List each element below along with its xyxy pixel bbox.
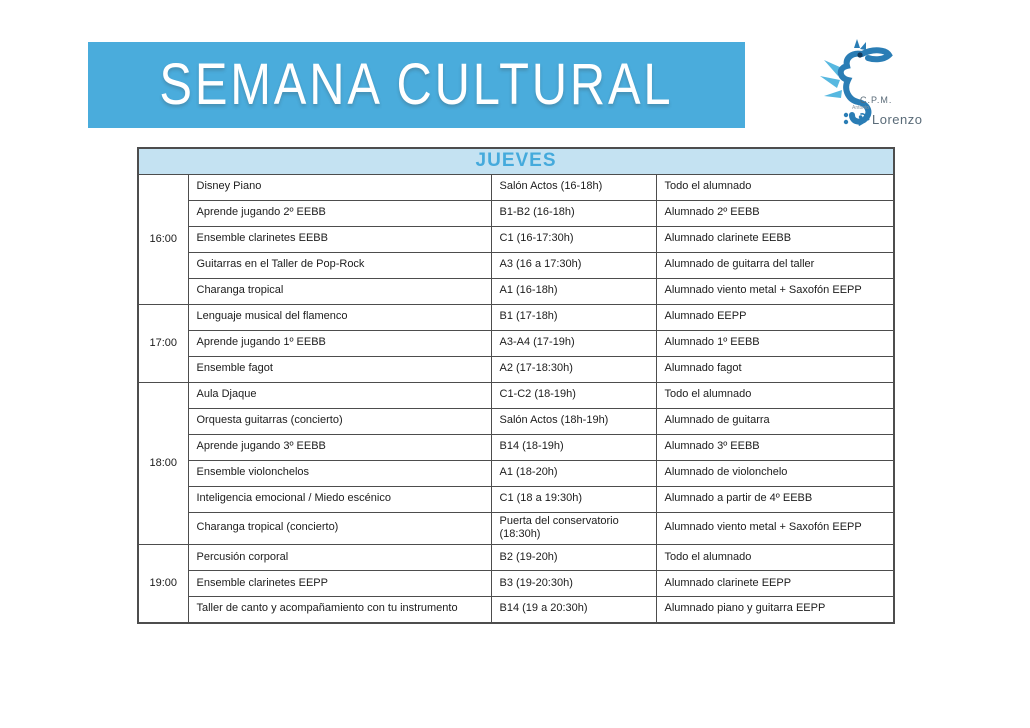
activity-cell: Lenguaje musical del flamenco xyxy=(188,304,491,330)
table-row xyxy=(138,408,894,434)
activity-cell: Ensemble fagot xyxy=(188,356,491,382)
audience-cell: Alumnado de guitarra del taller xyxy=(656,252,894,278)
table-row xyxy=(138,174,894,200)
audience-cell: Todo el alumnado xyxy=(656,545,894,571)
table-row xyxy=(138,200,894,226)
audience-cell: Alumnado 1º EEBB xyxy=(656,330,894,356)
location-cell: B3 (19-20:30h) xyxy=(491,571,656,597)
time-cell: 19:00 xyxy=(138,545,188,623)
activity-cell: Disney Piano xyxy=(188,174,491,200)
audience-cell: Alumnado 3º EEBB xyxy=(656,434,894,460)
audience-cell: Alumnado viento metal + Saxofón EEPP xyxy=(656,278,894,304)
activity-cell: Orquesta guitarras (concierto) xyxy=(188,408,491,434)
table-row xyxy=(138,330,894,356)
location-cell: Salón Actos (16-18h) xyxy=(491,174,656,200)
activity-cell: Aula Djaque xyxy=(188,382,491,408)
audience-cell: Alumnado de guitarra xyxy=(656,408,894,434)
day-header: JUEVES xyxy=(138,148,894,174)
location-cell: Salón Actos (18h-19h) xyxy=(491,408,656,434)
table-row xyxy=(138,571,894,597)
page-title: SEMANA CULTURAL xyxy=(159,52,674,118)
location-cell: B2 (19-20h) xyxy=(491,545,656,571)
schedule-table xyxy=(137,147,895,624)
school-logo xyxy=(816,38,926,132)
activity-cell: Aprende jugando 1º EEBB xyxy=(188,330,491,356)
table-row xyxy=(138,252,894,278)
table-row xyxy=(138,382,894,408)
location-cell: A3-A4 (17-19h) xyxy=(491,330,656,356)
logo-antonio-label: Antonio xyxy=(852,105,869,111)
day-header-row xyxy=(138,148,894,174)
audience-cell: Alumnado fagot xyxy=(656,356,894,382)
location-cell: A1 (18-20h) xyxy=(491,460,656,486)
table-row xyxy=(138,356,894,382)
table-row xyxy=(138,226,894,252)
time-cell: 17:00 xyxy=(138,304,188,382)
schedule-body xyxy=(138,174,894,623)
audience-cell: Alumnado de violonchelo xyxy=(656,460,894,486)
location-cell: C1 (16-17:30h) xyxy=(491,226,656,252)
location-cell: B14 (18-19h) xyxy=(491,434,656,460)
table-row xyxy=(138,278,894,304)
location-cell: C1 (18 a 19:30h) xyxy=(491,486,656,512)
activity-cell: Ensemble clarinetes EEBB xyxy=(188,226,491,252)
logo-lorenzo-label: Lorenzo xyxy=(872,111,923,127)
time-cell: 16:00 xyxy=(138,174,188,304)
location-cell: A3 (16 a 17:30h) xyxy=(491,252,656,278)
audience-cell: Alumnado clarinete EEBB xyxy=(656,226,894,252)
audience-cell: Alumnado clarinete EEPP xyxy=(656,571,894,597)
activity-cell: Inteligencia emocional / Miedo escénico xyxy=(188,486,491,512)
audience-cell: Alumnado a partir de 4º EEBB xyxy=(656,486,894,512)
logo-cpm-label: C.P.M. xyxy=(860,95,893,105)
table-row xyxy=(138,597,894,623)
location-cell: A2 (17-18:30h) xyxy=(491,356,656,382)
activity-cell: Aprende jugando 3º EEBB xyxy=(188,434,491,460)
table-row xyxy=(138,460,894,486)
activity-cell: Charanga tropical xyxy=(188,278,491,304)
activity-cell: Charanga tropical (concierto) xyxy=(188,512,491,545)
bass-clef-icon xyxy=(858,112,870,126)
audience-cell: Alumnado EEPP xyxy=(656,304,894,330)
audience-cell: Todo el alumnado xyxy=(656,174,894,200)
table-row xyxy=(138,545,894,571)
table-row xyxy=(138,304,894,330)
activity-cell: Aprende jugando 2º EEBB xyxy=(188,200,491,226)
seahorse-eye xyxy=(857,52,862,57)
location-cell: C1-C2 (18-19h) xyxy=(491,382,656,408)
time-cell: 18:00 xyxy=(138,382,188,545)
logo-text xyxy=(852,95,923,127)
activity-cell: Ensemble violonchelos xyxy=(188,460,491,486)
location-cell: B14 (19 a 20:30h) xyxy=(491,597,656,623)
activity-cell: Ensemble clarinetes EEPP xyxy=(188,571,491,597)
audience-cell: Alumnado 2º EEBB xyxy=(656,200,894,226)
activity-cell: Guitarras en el Taller de Pop-Rock xyxy=(188,252,491,278)
audience-cell: Alumnado viento metal + Saxofón EEPP xyxy=(656,512,894,545)
table-row xyxy=(138,512,894,545)
activity-cell: Percusión corporal xyxy=(188,545,491,571)
table-row xyxy=(138,486,894,512)
title-banner xyxy=(88,42,745,128)
table-row xyxy=(138,434,894,460)
location-cell: A1 (16-18h) xyxy=(491,278,656,304)
audience-cell: Alumnado piano y guitarra EEPP xyxy=(656,597,894,623)
audience-cell: Todo el alumnado xyxy=(656,382,894,408)
location-cell: B1 (17-18h) xyxy=(491,304,656,330)
location-cell: B1-B2 (16-18h) xyxy=(491,200,656,226)
location-cell: Puerta del conservatorio (18:30h) xyxy=(491,512,656,545)
activity-cell: Taller de canto y acompañamiento con tu instrumento xyxy=(188,597,491,623)
